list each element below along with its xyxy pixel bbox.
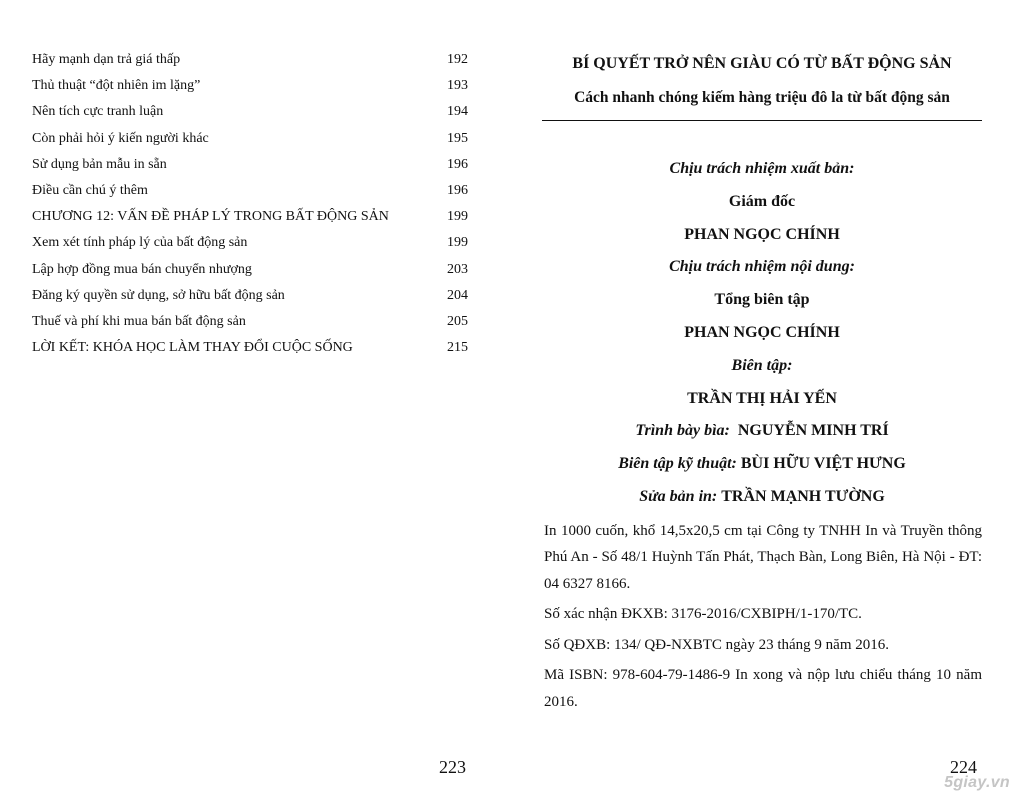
site-watermark [938,774,1010,796]
cover-name: NGUYỄN MINH TRÍ [737,422,889,440]
toc-entry-page: 196 [447,156,468,172]
watermark-text: 5giay.vn [944,774,1010,791]
book-title: BÍ QUYẾT TRỞ NÊN GIÀU CÓ TỪ BẤT ĐỘNG SẢN [572,55,952,72]
toc-entry-title: Điều cần chú ý thêm [32,182,148,198]
publishing-decision: Số QĐXB: 134/ QĐ-NXBTC ngày 23 tháng 9 năm 2016. [544,636,889,653]
editor-label: Biên tập: [731,356,793,374]
cover-label: Trình bày bìa: [635,422,730,440]
toc-entry [32,340,468,366]
toc-entry [32,183,468,209]
toc-entry [32,288,468,314]
toc-entry-page: 203 [447,261,468,277]
toc-entry [32,131,468,157]
content-responsibility-label: Chịu trách nhiệm nội dung: [669,258,855,276]
toc-entry-title: LỜI KẾT: KHÓA HỌC LÀM THAY ĐỔI CUỘC SỐNG [32,340,353,356]
toc-entry-page: 193 [447,78,468,94]
toc-entry-title: Xem xét tính pháp lý của bất động sản [32,235,248,251]
editor-in-chief-title: Tổng biên tập [714,291,810,309]
isbn-line: Mã ISBN: 978-604-79-1486-9 In xong và nộp lưu chiểu tháng 10 năm 2016. [544,667,982,710]
toc-entry-title: Còn phải hỏi ý kiến người khác [32,130,209,146]
toc-entry [32,235,468,261]
colophon [542,50,982,719]
proof-label: Sửa bản in: [639,487,718,505]
right-page-number: 224 [950,757,977,777]
toc-entry-title: Hãy mạnh dạn trả giá thấp [32,52,181,67]
toc-entry [32,52,468,78]
publishing-responsibility-label: Chịu trách nhiệm xuất bản: [669,160,855,177]
technical-editor-name: BÙI HỮU VIỆT HƯNG [740,455,906,473]
book-subtitle: Cách nhanh chóng kiếm hàng triệu đô la từ bất động sản [574,89,950,106]
print-info: In 1000 cuốn, khổ 14,5x20,5 cm tại Công ty TNHH In và Truyền thông Phú An - Số 48/1 Huỳnh Tấn Phát, Thạch Bàn, Long Biên, Hà Nội - ĐT: 04 6327 8166. [544,522,982,592]
left-page-number: 223 [439,757,466,777]
registration-number: Số xác nhận ĐKXB: 3176-2016/CXBIPH/1-170/TC. [544,606,862,623]
technical-editor-label: Biên tập kỹ thuật: [618,455,737,473]
proof-credit [542,481,982,514]
toc-entry [32,209,468,235]
toc-entry-title: Đăng ký quyền sử dụng, sở hữu bất động sản [32,287,285,303]
toc-entry-page: 195 [447,130,468,146]
toc-entry-title: Lập hợp đồng mua bán chuyển nhượng [32,261,252,277]
toc-entry [32,314,468,340]
toc-entry [32,104,468,130]
toc-entry-page: 199 [447,235,468,251]
toc-entry-title: Thủ thuật “đột nhiên im lặng” [32,78,201,94]
proof-name: TRẦN MẠNH TƯỜNG [721,487,885,505]
director-name: PHAN NGỌC CHÍNH [684,225,840,243]
director-title: Giám đốc [728,192,796,210]
toc-entry-page: 196 [447,182,468,198]
toc-entry-title: Thuế và phí khi mua bán bất động sản [32,313,246,329]
editor-in-chief-name: PHAN NGỌC CHÍNH [684,323,840,341]
toc-entry [32,78,468,104]
toc-entry-page: 205 [447,313,468,329]
publication-info [542,518,982,716]
toc-entry-page: 194 [447,104,468,120]
toc-entry-page: 192 [447,52,468,67]
title-divider [542,120,982,121]
technical-editor-credit [542,448,982,481]
toc-entry-page: 199 [447,209,468,225]
table-of-contents [32,52,468,366]
toc-entry-page: 204 [447,287,468,303]
toc-entry-title: CHƯƠNG 12: VẤN ĐỀ PHÁP LÝ TRONG BẤT ĐỘNG SẢN [32,209,389,225]
cover-design-credit [542,415,982,448]
toc-entry [32,157,468,183]
toc-entry-title: Nên tích cực tranh luận [32,104,164,120]
toc-entry-title: Sử dụng bản mẫu in sẵn [32,156,167,172]
toc-entry [32,262,468,288]
editor-name: TRẦN THỊ HẢI YẾN [687,389,837,407]
credits [542,153,982,514]
toc-entry-page: 215 [447,340,468,356]
